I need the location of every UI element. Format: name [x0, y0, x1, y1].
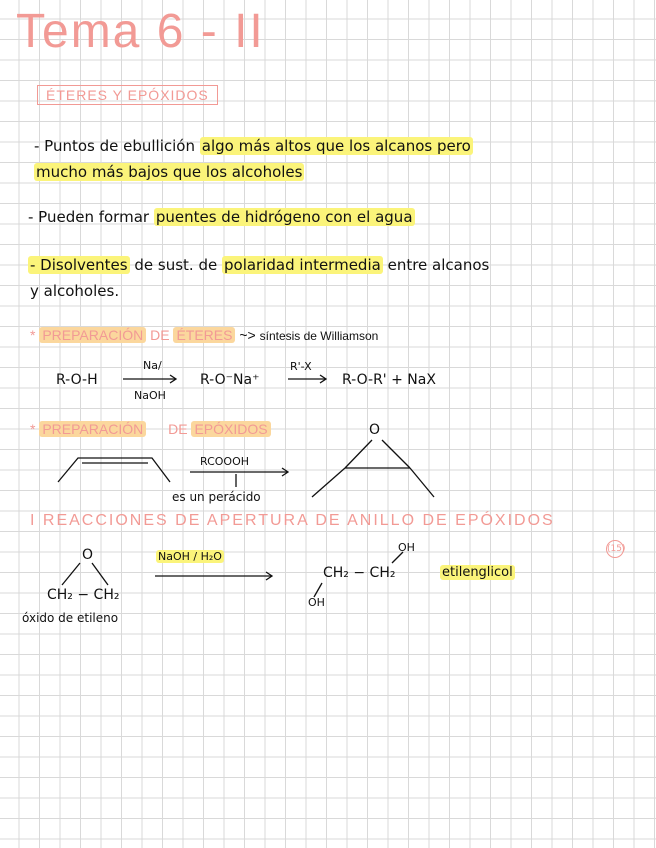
reacciones-heading: I REACCIONES DE APERTURA DE ANILLO DE EPÓXIDOS — [30, 512, 555, 529]
williamson-reagent-bottom: NaOH — [134, 389, 166, 402]
prep-eteres-de: DE — [150, 327, 170, 343]
prep-eteres-note: síntesis de Williamson — [259, 329, 379, 343]
product-formula: CH₂ − CH₂ — [323, 565, 396, 581]
williamson-reagent-2: R'-X — [290, 360, 312, 373]
epoxide-bond-o-right — [382, 440, 410, 468]
bullet-2-text: - Pueden formar — [28, 208, 150, 226]
ethylene-oxide-formula: CH₂ − CH₂ — [47, 587, 120, 603]
williamson-reagent-top: Na/ — [143, 359, 162, 372]
prep-epoxidos-label: PREPARACIÓN — [39, 421, 146, 437]
epoxide-bond-right — [410, 468, 434, 497]
williamson-reactant: R-O-H — [56, 372, 98, 388]
epoxidation-note: es un perácido — [172, 490, 261, 504]
ring-opening-reagent-text: NaOH / H₂O — [158, 550, 222, 563]
bullet-3-line-2: y alcoholes. — [30, 282, 120, 300]
prep-eteres-label: PREPARACIÓN — [39, 327, 146, 343]
page-title: Tema 6 - II — [16, 5, 265, 58]
williamson-product: R-O-R' + NaX — [342, 372, 436, 388]
product-oh-top: OH — [398, 541, 415, 554]
epoxide-oxygen: O — [369, 422, 381, 438]
epoxidation-reagent: RCOOOH — [200, 455, 250, 468]
williamson-intermediate: R-O⁻Na⁺ — [200, 372, 260, 388]
star-bullet: * — [30, 421, 36, 437]
section-subtitle: ÉTERES Y EPÓXIDOS — [37, 85, 218, 105]
bullet-1-highlight-2: mucho más bajos que los alcoholes — [36, 163, 303, 181]
bullet-3-text-b: entre alcanos — [387, 256, 490, 274]
prep-epoxidos-de: DE — [168, 421, 188, 437]
product-oh-bottom: OH — [308, 596, 325, 609]
prep-epoxidos-word: EPÓXIDOS — [191, 421, 270, 437]
page-badge: (15) — [606, 540, 624, 558]
product-bond-oh-bottom — [314, 583, 322, 597]
prep-eteres-word: ÉTERES — [173, 327, 235, 343]
alkene-bonds — [58, 458, 170, 482]
bullet-3-highlight-2: polaridad intermedia — [224, 256, 381, 274]
epoxide-bond-left — [312, 468, 345, 497]
ethylene-oxide-name: óxido de etileno — [22, 611, 119, 625]
bullet-1-text: - Puntos de ebullición — [34, 137, 195, 155]
bullet-3-highlight-1: - Disolventes — [30, 256, 128, 274]
ethylene-oxide-bond-left — [62, 563, 80, 585]
product-bond-oh-top — [392, 552, 403, 563]
ethylene-oxide-oxygen: O — [82, 547, 94, 563]
ethylene-oxide-bond-right — [92, 563, 108, 585]
squiggle-arrow: ~> — [239, 327, 256, 343]
product-name-text: etilenglicol — [442, 565, 513, 580]
bullet-1-highlight: algo más altos que los alcanos pero — [201, 137, 471, 155]
star-bullet: * — [30, 327, 36, 343]
bullet-2-highlight: puentes de hidrógeno con el agua — [155, 208, 413, 226]
epoxide-bond-o-left — [345, 440, 372, 468]
bullet-3-text-a: de sust. de — [134, 256, 218, 274]
